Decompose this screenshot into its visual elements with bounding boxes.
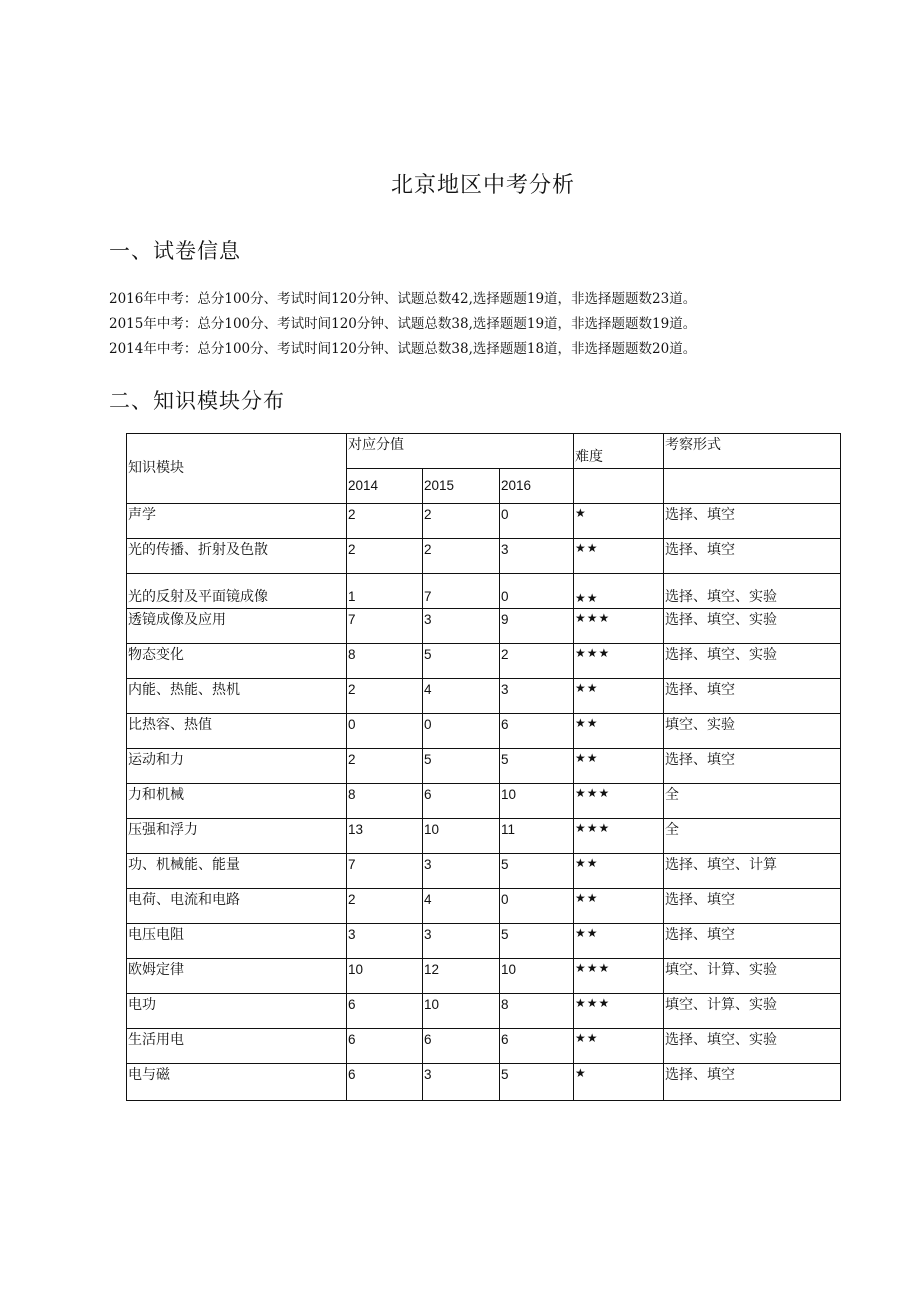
cell-2016: 11 (500, 819, 574, 854)
cell-2015: 0 (423, 714, 500, 749)
cell-2014: 13 (347, 819, 423, 854)
cell-module: 内能、热能、热机 (127, 679, 347, 714)
cell-module: 声学 (127, 504, 347, 539)
cell-module: 电压电阻 (127, 924, 347, 959)
cell-2014: 2 (347, 889, 423, 924)
header-empty-difficulty (574, 469, 664, 504)
cell-difficulty: ★★★ (574, 959, 664, 994)
cell-module: 生活用电 (127, 1029, 347, 1064)
cell-2014: 8 (347, 644, 423, 679)
cell-2016: 9 (500, 609, 574, 644)
cell-2016: 6 (500, 714, 574, 749)
cell-module: 运动和力 (127, 749, 347, 784)
cell-2014: 6 (347, 994, 423, 1029)
cell-form: 选择、填空 (664, 539, 841, 574)
table-row (127, 959, 841, 994)
header-year-2015: 2015 (423, 469, 500, 504)
table-header-row (127, 434, 841, 469)
paper-info-line-2016: 2016年中考：总分100分、考试时间120分钟、试题总数42,选择题题19道，非选择题题数23道。 (109, 291, 697, 307)
cell-2016: 0 (500, 889, 574, 924)
cell-module: 欧姆定律 (127, 959, 347, 994)
cell-form: 选择、填空、计算 (664, 854, 841, 889)
cell-2016: 3 (500, 539, 574, 574)
cell-module: 光的传播、折射及色散 (127, 539, 347, 574)
cell-2014: 2 (347, 539, 423, 574)
document-title: 北京地区中考分析 (390, 173, 575, 198)
cell-2015: 5 (423, 749, 500, 784)
cell-difficulty: ★★ (574, 1029, 664, 1064)
cell-2015: 10 (423, 819, 500, 854)
paper-info-line-2015: 2015年中考：总分100分、考试时间120分钟、试题总数38,选择题题19道，非选择题题数19道。 (109, 316, 697, 332)
cell-difficulty: ★ (574, 1064, 664, 1101)
cell-2016: 5 (500, 1064, 574, 1101)
cell-2015: 3 (423, 609, 500, 644)
header-year-2014: 2014 (347, 469, 423, 504)
cell-difficulty: ★★★ (574, 784, 664, 819)
cell-form: 选择、填空 (664, 1064, 841, 1101)
cell-2016: 3 (500, 679, 574, 714)
cell-2015: 6 (423, 1029, 500, 1064)
cell-2016: 0 (500, 574, 574, 609)
table-row (127, 854, 841, 889)
cell-form: 选择、填空、实验 (664, 574, 841, 609)
cell-2014: 2 (347, 749, 423, 784)
cell-difficulty: ★★ (574, 539, 664, 574)
cell-2016: 5 (500, 854, 574, 889)
section-heading-module-distribution: 二、知识模块分布 (109, 389, 285, 413)
cell-form: 填空、计算、实验 (664, 959, 841, 994)
cell-form: 选择、填空、实验 (664, 609, 841, 644)
cell-module: 物态变化 (127, 644, 347, 679)
cell-2014: 7 (347, 854, 423, 889)
cell-2016: 8 (500, 994, 574, 1029)
cell-2014: 2 (347, 679, 423, 714)
cell-form: 选择、填空 (664, 504, 841, 539)
cell-2014: 2 (347, 504, 423, 539)
cell-2015: 6 (423, 784, 500, 819)
cell-2015: 4 (423, 889, 500, 924)
cell-form: 全 (664, 784, 841, 819)
table-row (127, 574, 841, 609)
cell-module: 功、机械能、能量 (127, 854, 347, 889)
table-row (127, 1064, 841, 1101)
header-form: 考察形式 (664, 434, 841, 469)
cell-2016: 5 (500, 749, 574, 784)
cell-2015: 3 (423, 924, 500, 959)
table-row (127, 504, 841, 539)
cell-2016: 6 (500, 1029, 574, 1064)
table-row (127, 679, 841, 714)
paper-info-line-2014: 2014年中考：总分100分、考试时间120分钟、试题总数38,选择题题18道，非选择题题数20道。 (109, 341, 697, 357)
cell-2014: 3 (347, 924, 423, 959)
table-row (127, 539, 841, 574)
cell-module: 光的反射及平面镜成像 (127, 574, 347, 609)
table-row (127, 819, 841, 854)
cell-2015: 4 (423, 679, 500, 714)
module-distribution-table (126, 433, 841, 1101)
cell-difficulty: ★★ (574, 749, 664, 784)
cell-2015: 3 (423, 854, 500, 889)
cell-2014: 10 (347, 959, 423, 994)
cell-form: 选择、填空 (664, 924, 841, 959)
cell-module: 比热容、热值 (127, 714, 347, 749)
table-row (127, 714, 841, 749)
cell-module: 力和机械 (127, 784, 347, 819)
table-row (127, 609, 841, 644)
cell-module: 电与磁 (127, 1064, 347, 1101)
cell-form: 全 (664, 819, 841, 854)
cell-2015: 5 (423, 644, 500, 679)
table-row (127, 749, 841, 784)
header-score: 对应分值 (347, 434, 574, 469)
table-row (127, 889, 841, 924)
cell-module: 透镜成像及应用 (127, 609, 347, 644)
header-empty-form (664, 469, 841, 504)
cell-2016: 0 (500, 504, 574, 539)
cell-2014: 7 (347, 609, 423, 644)
cell-2016: 10 (500, 959, 574, 994)
cell-difficulty: ★★ (574, 679, 664, 714)
section-heading-paper-info: 一、试卷信息 (109, 239, 241, 263)
cell-2014: 6 (347, 1064, 423, 1101)
cell-2015: 2 (423, 539, 500, 574)
cell-2016: 2 (500, 644, 574, 679)
cell-difficulty: ★★ (574, 574, 664, 609)
cell-form: 选择、填空 (664, 749, 841, 784)
cell-module: 压强和浮力 (127, 819, 347, 854)
cell-2016: 5 (500, 924, 574, 959)
cell-difficulty: ★★ (574, 854, 664, 889)
cell-2015: 10 (423, 994, 500, 1029)
cell-form: 填空、实验 (664, 714, 841, 749)
cell-module: 电荷、电流和电路 (127, 889, 347, 924)
cell-form: 选择、填空 (664, 679, 841, 714)
cell-module: 电功 (127, 994, 347, 1029)
cell-form: 填空、计算、实验 (664, 994, 841, 1029)
cell-difficulty: ★ (574, 504, 664, 539)
cell-difficulty: ★★ (574, 889, 664, 924)
cell-2015: 2 (423, 504, 500, 539)
cell-difficulty: ★★ (574, 714, 664, 749)
cell-2015: 3 (423, 1064, 500, 1101)
cell-2014: 8 (347, 784, 423, 819)
cell-2014: 0 (347, 714, 423, 749)
header-difficulty: 难度 (574, 434, 664, 469)
cell-2015: 12 (423, 959, 500, 994)
table-row (127, 784, 841, 819)
cell-2014: 1 (347, 574, 423, 609)
cell-difficulty: ★★ (574, 924, 664, 959)
cell-form: 选择、填空 (664, 889, 841, 924)
table-row (127, 994, 841, 1029)
table-row (127, 924, 841, 959)
cell-2016: 10 (500, 784, 574, 819)
cell-form: 选择、填空、实验 (664, 1029, 841, 1064)
table-row (127, 1029, 841, 1064)
header-year-2016: 2016 (500, 469, 574, 504)
cell-difficulty: ★★★ (574, 644, 664, 679)
cell-difficulty: ★★★ (574, 819, 664, 854)
cell-2014: 6 (347, 1029, 423, 1064)
cell-2015: 7 (423, 574, 500, 609)
cell-difficulty: ★★★ (574, 994, 664, 1029)
table-row (127, 644, 841, 679)
header-module: 知识模块 (127, 434, 347, 504)
cell-difficulty: ★★★ (574, 609, 664, 644)
cell-form: 选择、填空、实验 (664, 644, 841, 679)
